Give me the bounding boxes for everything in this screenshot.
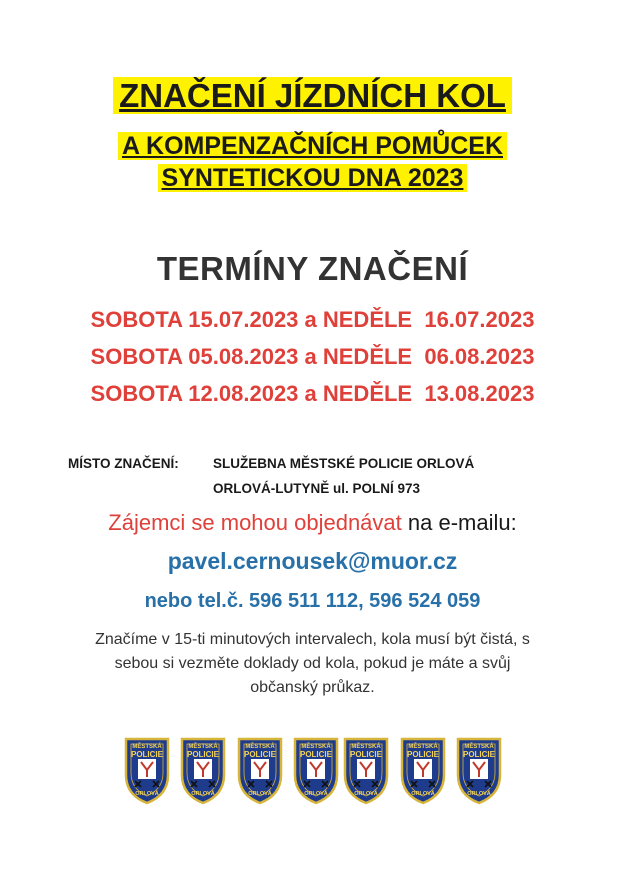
instructions-note: Značíme v 15-ti minutových intervalech, kola musí být čistá, s sebou si vezměte doklady od kola, pokud je máte a svůj občanský průkaz. [95, 631, 530, 696]
badge-text: MĚSTSKÁ [351, 744, 381, 750]
contact-phone: nebo tel.č. 596 511 112, 596 524 059 [144, 590, 481, 612]
badge-text: MĚSTSKÁ [132, 744, 162, 750]
badge-text: POLICIE [349, 750, 383, 759]
police-badge-icon [292, 737, 340, 805]
badge-text: POLICIE [130, 750, 164, 759]
badge-text: ORLOVÁ [304, 791, 328, 797]
badge-text: POLICIE [243, 750, 277, 759]
title-line-2: A KOMPENZAČNÍCH POMŮCEK [0, 131, 625, 161]
police-badges-row [0, 737, 625, 807]
police-badge-icon [236, 737, 284, 805]
badge-text: ORLOVÁ [135, 791, 159, 797]
badge-text: POLICIE [462, 750, 496, 759]
police-badge-icon [123, 737, 171, 805]
term-date: SOBOTA 05.08.2023 a NEDĚLE 06.08.2023 [90, 344, 535, 369]
order-intro-rest: na e-mailu: [401, 510, 517, 535]
order-intro [0, 510, 625, 536]
contact-email[interactable]: pavel.cernousek@muor.cz [167, 548, 458, 574]
badge-text: MĚSTSKÁ [245, 744, 275, 750]
terms-heading: TERMÍNY ZNAČENÍ [156, 250, 469, 287]
badge-text: ORLOVÁ [354, 791, 378, 797]
badge-text: ORLOVÁ [248, 791, 272, 797]
badge-text: POLICIE [406, 750, 440, 759]
title-line-1: ZNAČENÍ JÍZDNÍCH KOL [0, 76, 625, 116]
badge-text: POLICIE [299, 750, 333, 759]
place-address: ORLOVÁ-LUTYNĚ ul. POLNÍ 973 [213, 481, 421, 496]
title-line-3: SYNTETICKOU DNA 2023 [0, 163, 625, 193]
place-name: SLUŽEBNA MĚSTSKÉ POLICIE ORLOVÁ [213, 456, 475, 471]
badge-text: MĚSTSKÁ [408, 744, 438, 750]
badge-text: MĚSTSKÁ [301, 744, 331, 750]
badge-text: ORLOVÁ [467, 791, 491, 797]
term-date: SOBOTA 15.07.2023 a NEDĚLE 16.07.2023 [90, 307, 535, 332]
badge-text: MĚSTSKÁ [464, 744, 494, 750]
place-label: MÍSTO ZNAČENÍ: [68, 456, 179, 471]
police-badge-icon [455, 737, 503, 805]
police-badge-icon [399, 737, 447, 805]
badge-text: POLICIE [186, 750, 220, 759]
badge-text: ORLOVÁ [411, 791, 435, 797]
term-date: SOBOTA 12.08.2023 a NEDĚLE 13.08.2023 [90, 381, 535, 406]
badge-text: MĚSTSKÁ [188, 744, 218, 750]
police-badge-icon [342, 737, 390, 805]
order-intro-highlight: Zájemci se mohou objednávat [108, 510, 402, 535]
police-badge-icon [179, 737, 227, 805]
badge-text: ORLOVÁ [191, 791, 215, 797]
